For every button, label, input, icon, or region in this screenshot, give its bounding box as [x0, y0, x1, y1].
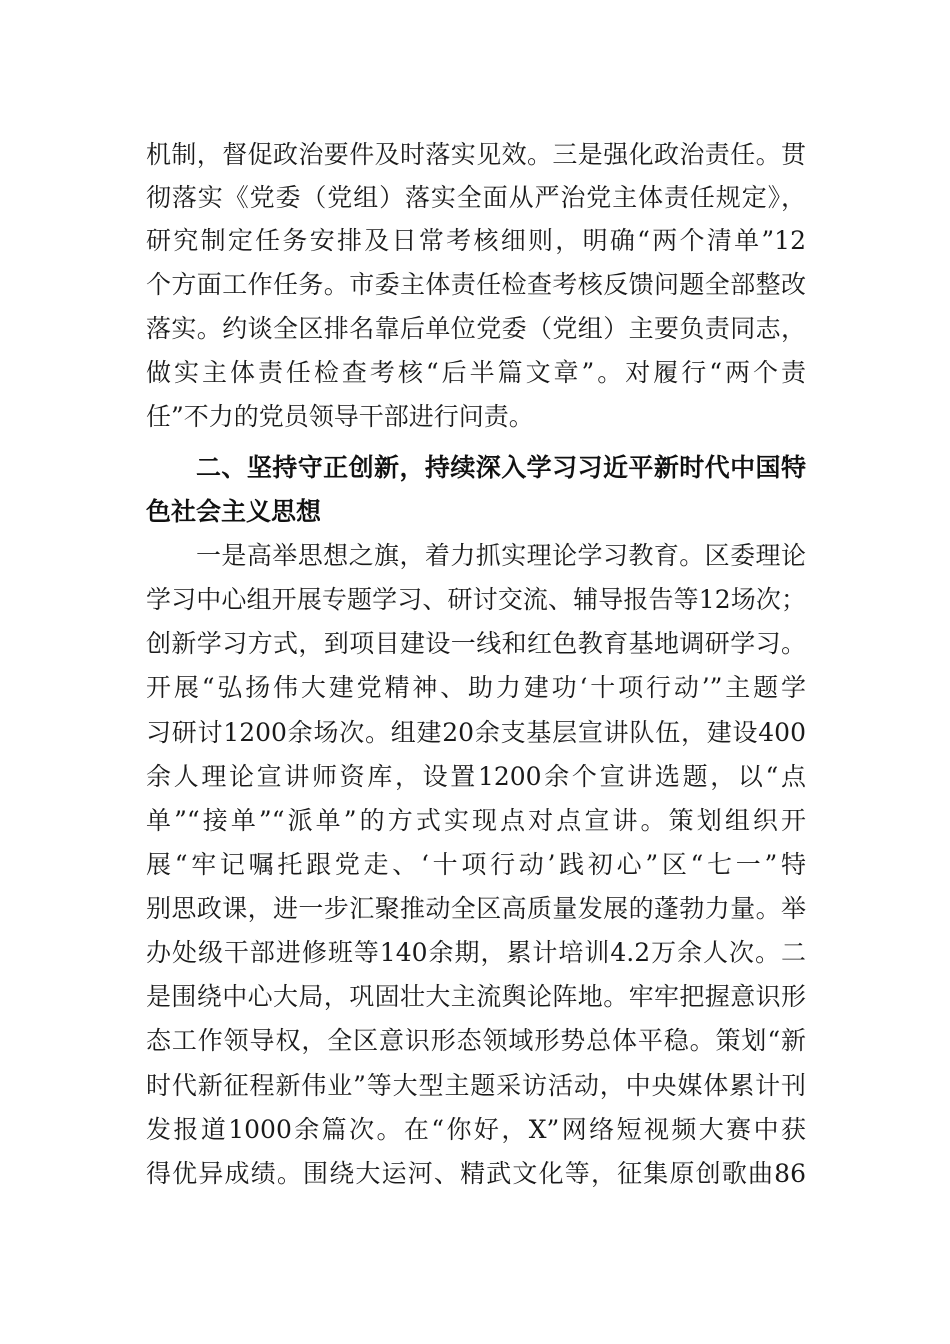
section-heading-line: 色社会主义思想 — [146, 497, 322, 526]
body-text-line: 得优异成绩。围绕大运河、精武文化等，征集原创歌曲86 — [146, 1159, 806, 1188]
body-text-line: 做实主体责任检查考核“后半篇文章”。对履行“两个责 — [146, 358, 806, 387]
body-text-line: 落实。约谈全区排名靠后单位党委（党组）主要负责同志， — [146, 314, 806, 343]
body-text-line: 个方面工作任务。市委主体责任检查考核反馈问题全部整改 — [146, 270, 806, 299]
body-text-line: 学习中心组开展专题学习、研讨交流、辅导报告等12场次； — [146, 585, 806, 614]
body-text-line: 单”“接单”“派单”的方式实现点对点宣讲。策划组织开 — [146, 806, 806, 835]
body-text-line: 一是高举思想之旗，着力抓实理论学习教育。区委理论 — [196, 541, 806, 570]
body-text-line: 开展“弘扬伟大建党精神、助力建功‘十项行动’”主题学 — [146, 673, 806, 702]
body-text-line: 习研讨1200余场次。组建20余支基层宣讲队伍，建设400 — [146, 718, 806, 747]
body-text-line: 办处级干部进修班等140余期，累计培训4.2万余人次。二 — [146, 938, 806, 967]
body-text-line: 发报道1000余篇次。在“你好，X”网络短视频大赛中获 — [146, 1115, 806, 1144]
body-text-line: 创新学习方式，到项目建设一线和红色教育基地调研学习。 — [146, 629, 806, 658]
body-text-line: 任”不力的党员领导干部进行问责。 — [146, 402, 534, 431]
body-text-line: 研究制定任务安排及日常考核细则，明确“两个清单”12 — [146, 226, 806, 255]
body-text-line: 机制，督促政治要件及时落实见效。三是强化政治责任。贯 — [146, 140, 806, 169]
body-text-line: 是围绕中心大局，巩固壮大主流舆论阵地。牢牢把握意识形 — [146, 982, 806, 1011]
body-text-line: 展“牢记嘱托跟党走、‘十项行动’践初心”区“七一”特 — [146, 850, 806, 879]
body-text-line: 别思政课，进一步汇聚推动全区高质量发展的蓬勃力量。举 — [146, 894, 806, 923]
body-text-line: 态工作领导权，全区意识形态领域形势总体平稳。策划“新 — [146, 1026, 806, 1055]
body-text-line: 余人理论宣讲师资库，设置1200余个宣讲选题，以“点 — [146, 762, 806, 791]
section-heading-line: 二、坚持守正创新，持续深入学习习近平新时代中国特 — [196, 453, 806, 482]
body-text-line: 时代新征程新伟业”等大型主题采访活动，中央媒体累计刊 — [146, 1071, 806, 1100]
body-text-line: 彻落实《党委（党组）落实全面从严治党主体责任规定》， — [146, 183, 806, 212]
